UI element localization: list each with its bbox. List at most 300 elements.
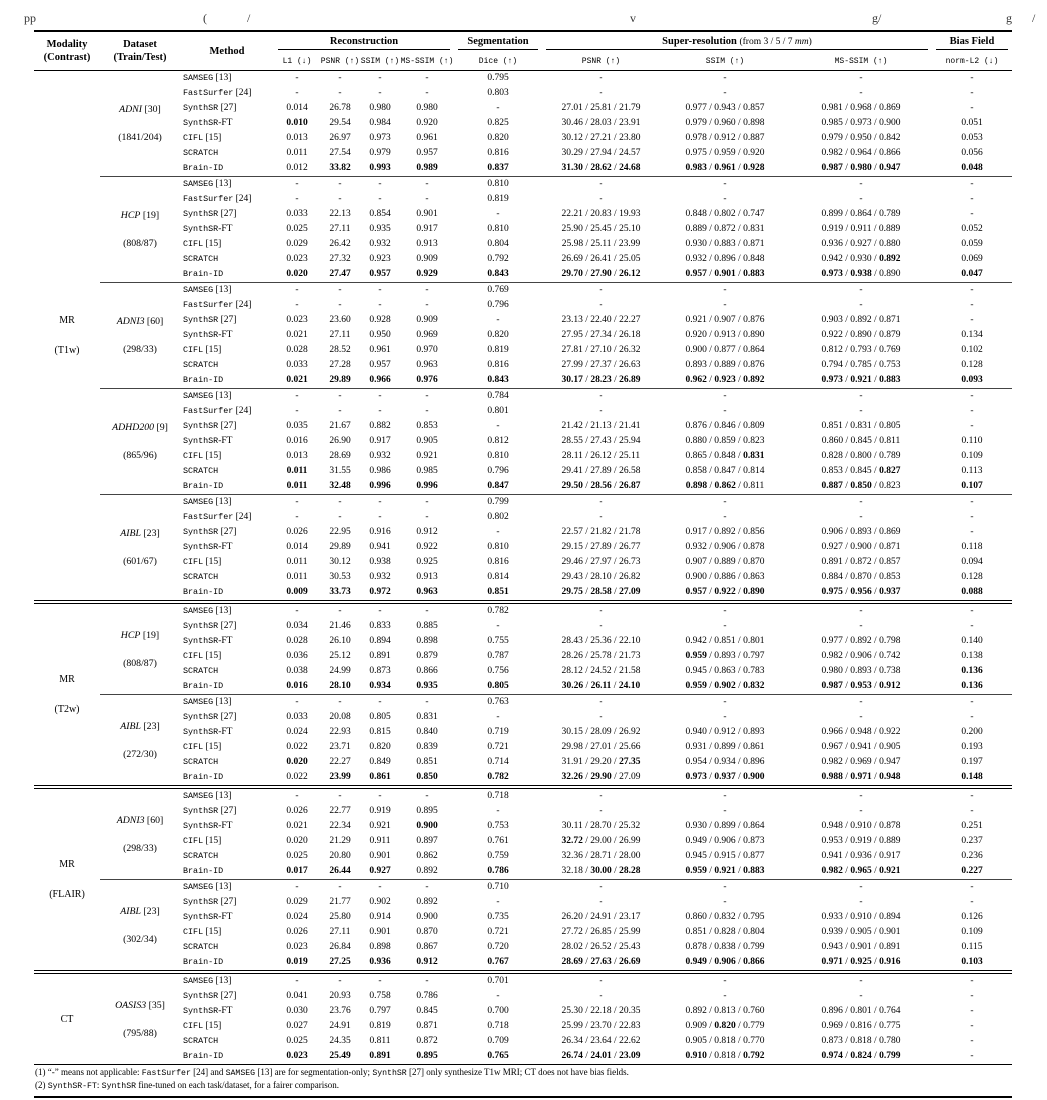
method-cell: SAMSEG [13]	[183, 791, 232, 801]
metric-cell: 0.136	[961, 681, 983, 691]
table-row	[34, 725, 1012, 740]
metric-cell: -	[970, 806, 974, 816]
metric-cell: -	[723, 806, 727, 816]
metric-cell: 0.017	[286, 866, 308, 876]
metric-cell: -	[295, 406, 299, 416]
table-row	[34, 819, 1012, 834]
metric-cell: 0.861	[369, 772, 391, 782]
metric-cell: 0.833	[369, 621, 391, 631]
metric-cell: -	[970, 976, 974, 986]
method-cell: SCRATCH	[183, 851, 219, 861]
metric-cell: -	[320, 71, 360, 87]
metric-cell: 0.854	[369, 209, 391, 219]
metric-cell: 0.710	[454, 880, 542, 896]
table-row	[34, 146, 1012, 161]
metric-cell: 0.949 / 0.906 / 0.866	[685, 957, 765, 967]
method-cell: CIFL [15]	[183, 557, 222, 567]
metric-cell: -	[970, 209, 974, 219]
table-row	[34, 695, 1012, 711]
metric-cell: 25.49	[329, 1051, 351, 1061]
metric-cell: -	[723, 300, 727, 310]
metric-cell: 0.938	[369, 557, 391, 567]
metric-cell: 31.30 / 28.62 / 24.68	[561, 163, 641, 173]
metric-cell: -	[723, 897, 727, 907]
metric-cell: 0.979 / 0.960 / 0.898	[685, 118, 765, 128]
metric-cell: 28.52	[329, 345, 351, 355]
metric-cell: 0.801	[487, 406, 509, 416]
table-row	[34, 222, 1012, 237]
metric-cell: -	[599, 991, 603, 1001]
metric-cell: 0.980	[416, 103, 438, 113]
metric-cell: 0.810	[487, 542, 509, 552]
metric-cell: 0.193	[961, 742, 983, 752]
metric-cell: -	[378, 300, 382, 310]
metric-cell: 0.022	[286, 772, 308, 782]
metric-cell: 0.134	[961, 330, 983, 340]
metric-cell: 0.975 / 0.956 / 0.937	[821, 587, 901, 597]
metric-cell: 0.902	[369, 897, 391, 907]
metric-cell: 29.70 / 27.90 / 26.12	[561, 269, 641, 279]
method-cell: FastSurfer [24]	[183, 512, 252, 522]
metric-cell: 0.898	[369, 942, 391, 952]
metric-cell: 0.982 / 0.969 / 0.947	[821, 757, 901, 767]
metric-cell: 26.10	[329, 636, 351, 646]
method-cell: Brain-ID	[183, 957, 224, 967]
metric-cell: -	[496, 527, 500, 537]
metric-cell: 27.95 / 27.34 / 26.18	[561, 330, 641, 340]
caption-fragment-glyph: g	[1006, 11, 1012, 25]
metric-cell: -	[542, 389, 660, 405]
table-row	[34, 664, 1012, 679]
metric-cell: -	[599, 806, 603, 816]
metric-cell: 0.021	[286, 821, 308, 831]
metric-cell: -	[320, 695, 360, 711]
metric-cell: 0.909	[416, 315, 438, 325]
metric-cell: 0.814	[487, 572, 509, 582]
caption-fragment-glyph: v	[630, 11, 636, 25]
metric-cell: 29.89	[329, 375, 351, 385]
metric-cell: 0.069	[961, 254, 983, 264]
metric-cell: -	[378, 606, 382, 616]
metric-cell: -	[660, 283, 790, 299]
metric-cell: -	[320, 389, 360, 405]
metric-cell: 30.53	[329, 572, 351, 582]
metric-cell: 0.023	[286, 315, 308, 325]
metric-cell: -	[660, 177, 790, 193]
subheader-dice: Dice (↑)	[478, 56, 518, 66]
metric-cell: 0.983 / 0.961 / 0.928	[685, 163, 765, 173]
metric-cell: 0.786	[416, 991, 438, 1001]
metric-cell: 0.913	[416, 239, 438, 249]
metric-cell: 31.91 / 29.20 / 27.35	[561, 757, 641, 767]
metric-cell: 0.094	[961, 557, 983, 567]
metric-cell: 27.01 / 25.81 / 21.79	[561, 103, 641, 113]
table-row	[34, 131, 1012, 146]
metric-cell: 27.32	[329, 254, 351, 264]
metric-cell: 0.943 / 0.901 / 0.891	[821, 942, 901, 952]
method-cell: SAMSEG [13]	[180, 495, 274, 511]
method-cell: SCRATCH	[183, 757, 219, 767]
metric-cell: 0.954 / 0.934 / 0.896	[685, 757, 765, 767]
method-cell: SynthSR [27]	[183, 103, 237, 113]
metric-cell: -	[378, 88, 382, 98]
metric-cell: 27.11	[329, 927, 351, 937]
method-cell: SCRATCH	[183, 466, 219, 476]
metric-cell: 0.022	[286, 742, 308, 752]
metric-cell: -	[425, 791, 429, 801]
metric-cell: -	[859, 621, 863, 631]
table-row	[34, 373, 1012, 389]
metric-cell: -	[660, 695, 790, 711]
metric-cell: -	[970, 194, 974, 204]
metric-cell: -	[599, 791, 603, 801]
metric-cell: 0.024	[286, 727, 308, 737]
metric-cell: 0.909	[416, 254, 438, 264]
table-row	[34, 389, 1012, 405]
metric-cell: 0.023	[286, 254, 308, 264]
metric-cell: 0.700	[487, 1006, 509, 1016]
metric-cell: 32.26 / 29.90 / 27.09	[561, 772, 641, 782]
metric-cell: 0.982 / 0.965 / 0.921	[821, 866, 901, 876]
metric-cell: 33.73	[329, 587, 351, 597]
metric-cell: 0.972	[369, 587, 391, 597]
metric-cell: 0.927	[369, 866, 391, 876]
metric-cell: 0.029	[286, 897, 308, 907]
table-row	[34, 495, 1012, 511]
metric-cell: 22.21 / 20.83 / 19.93	[561, 209, 641, 219]
metric-cell: 0.961	[416, 133, 438, 143]
metric-cell: -	[378, 194, 382, 204]
metric-cell: -	[660, 495, 790, 511]
dataset-cell: OASIS3 [35] (795/88)	[115, 999, 165, 1039]
metric-cell: -	[970, 791, 974, 801]
metric-cell: 0.721	[487, 927, 509, 937]
metric-cell: 0.026	[286, 806, 308, 816]
metric-cell: 0.029	[286, 239, 308, 249]
metric-cell: -	[320, 495, 360, 511]
metric-cell: 0.892	[416, 866, 438, 876]
metric-cell: 24.91	[329, 1021, 351, 1031]
metric-cell: -	[723, 512, 727, 522]
metric-cell: 0.860 / 0.845 / 0.811	[821, 436, 901, 446]
method-cell: SCRATCH	[183, 360, 219, 370]
metric-cell: 0.889 / 0.872 / 0.831	[685, 224, 765, 234]
metric-cell: 29.98 / 27.01 / 25.66	[561, 742, 641, 752]
metric-cell: 0.816	[487, 360, 509, 370]
metric-cell: 0.858 / 0.847 / 0.814	[685, 466, 765, 476]
metric-cell: 0.931 / 0.899 / 0.861	[685, 742, 765, 752]
metric-cell: -	[932, 880, 1012, 896]
metric-cell: 0.059	[961, 239, 983, 249]
method-cell: SAMSEG [13]	[180, 71, 274, 87]
metric-cell: 0.763	[454, 695, 542, 711]
metric-cell: 0.985 / 0.973 / 0.900	[821, 118, 901, 128]
metric-cell: 29.43 / 28.10 / 26.82	[561, 572, 641, 582]
metric-cell: 0.900 / 0.886 / 0.863	[685, 572, 765, 582]
metric-cell: 0.820	[487, 330, 509, 340]
table-row	[34, 864, 1012, 880]
table-row	[34, 880, 1012, 896]
metric-cell: 0.932 / 0.896 / 0.848	[685, 254, 765, 264]
metric-cell: 0.981 / 0.968 / 0.869	[821, 103, 901, 113]
metric-cell: 0.041	[286, 991, 308, 1001]
metric-cell: 0.128	[961, 360, 983, 370]
metric-cell: 0.033	[286, 712, 308, 722]
metric-cell: 0.714	[487, 757, 509, 767]
metric-cell: 0.110	[961, 436, 983, 446]
metric-cell: 0.021	[286, 375, 308, 385]
dataset-cell: ADHD200 [9] (865/96)	[100, 389, 180, 495]
method-cell: SAMSEG [13]	[180, 177, 274, 193]
metric-cell: 0.109	[961, 451, 983, 461]
metric-cell: -	[295, 606, 299, 616]
metric-cell: 0.025	[286, 1036, 308, 1046]
table-row	[34, 449, 1012, 464]
caption-fragment-glyph: /	[247, 11, 251, 25]
metric-cell: -	[859, 806, 863, 816]
method-cell: Brain-ID	[183, 866, 224, 876]
metric-cell: 0.796	[487, 300, 509, 310]
header-group-super-resolution: Super-resolution (from 3 / 5 / 7 mm)	[542, 31, 932, 52]
table-row	[34, 419, 1012, 434]
method-cell: SynthSR-FT	[183, 436, 233, 446]
metric-cell: 23.71	[329, 742, 351, 752]
metric-cell: 0.126	[961, 912, 983, 922]
metric-cell: -	[496, 991, 500, 1001]
metric-cell: 0.867	[416, 942, 438, 952]
metric-cell: 0.979 / 0.950 / 0.842	[821, 133, 901, 143]
metric-cell: 0.872	[416, 1036, 438, 1046]
metric-cell: 0.940 / 0.912 / 0.893	[685, 727, 765, 737]
subheader-sr-psnr: PSNR (↑)	[581, 56, 621, 66]
method-cell: SynthSR [27]	[183, 806, 237, 816]
metric-cell: -	[295, 512, 299, 522]
metric-cell: 25.30 / 22.18 / 20.35	[561, 1006, 641, 1016]
table-row	[34, 955, 1012, 971]
metric-cell: 24.35	[329, 1036, 351, 1046]
metric-cell: 0.035	[286, 421, 308, 431]
metric-cell: 25.80	[329, 912, 351, 922]
metric-cell: 20.08	[329, 712, 351, 722]
metric-cell: 0.910 / 0.818 / 0.792	[685, 1051, 765, 1061]
table-row	[34, 755, 1012, 770]
method-cell: SynthSR-FT	[183, 542, 233, 552]
metric-cell: 0.977 / 0.943 / 0.857	[685, 103, 765, 113]
metric-cell: -	[338, 406, 342, 416]
metric-cell: 0.923	[369, 254, 391, 264]
metric-cell: 28.12 / 24.52 / 21.58	[561, 666, 641, 676]
metric-cell: 26.74 / 24.01 / 23.09	[561, 1051, 641, 1061]
metric-cell: -	[274, 389, 320, 405]
metric-cell: 0.936	[369, 957, 391, 967]
metric-cell: 21.29	[329, 836, 351, 846]
metric-cell: -	[859, 712, 863, 722]
metric-cell: -	[970, 527, 974, 537]
table-row	[34, 804, 1012, 819]
metric-cell: 27.25	[329, 957, 351, 967]
metric-cell: -	[599, 621, 603, 631]
modality-cell: MR (FLAIR)	[49, 859, 85, 900]
metric-cell: 22.93	[329, 727, 351, 737]
metric-cell: 0.848 / 0.802 / 0.747	[685, 209, 765, 219]
method-cell: SCRATCH	[183, 148, 219, 158]
table-row	[34, 634, 1012, 649]
header-modality	[34, 31, 100, 71]
metric-cell: 30.12	[329, 557, 351, 567]
table-row	[34, 177, 1012, 193]
table-row	[34, 71, 1012, 87]
metric-cell: 27.47	[329, 269, 351, 279]
metric-cell: 0.023	[286, 1051, 308, 1061]
metric-cell: 0.851 / 0.831 / 0.805	[821, 421, 901, 431]
table-row	[34, 585, 1012, 601]
table-row	[34, 464, 1012, 479]
metric-cell: 0.805	[487, 681, 509, 691]
metric-cell: 0.900 / 0.877 / 0.864	[685, 345, 765, 355]
metric-cell: 0.941 / 0.936 / 0.917	[821, 851, 901, 861]
metric-cell: 27.72 / 26.85 / 25.99	[561, 927, 641, 937]
metric-cell: 0.905	[416, 436, 438, 446]
metric-cell: -	[378, 512, 382, 522]
metric-cell: 0.799	[454, 495, 542, 511]
metric-cell: 0.917	[416, 224, 438, 234]
metric-cell: 0.767	[487, 957, 509, 967]
metric-cell: 32.36 / 28.71 / 28.00	[561, 851, 641, 861]
metric-cell: 0.812 / 0.793 / 0.769	[821, 345, 901, 355]
metric-cell: 0.860 / 0.832 / 0.795	[685, 912, 765, 922]
method-cell: CIFL [15]	[183, 133, 222, 143]
metric-cell: 24.99	[329, 666, 351, 676]
metric-cell: 0.802	[487, 512, 509, 522]
table-row	[34, 283, 1012, 299]
metric-cell: 0.988 / 0.971 / 0.948	[821, 772, 901, 782]
metric-cell: -	[859, 991, 863, 1001]
table-row	[34, 434, 1012, 449]
metric-cell: 0.011	[286, 466, 308, 476]
metric-cell: 0.023	[286, 942, 308, 952]
metric-cell: 0.047	[961, 269, 983, 279]
dataset-cell: HCP [19] (808/87)	[120, 629, 160, 669]
metric-cell: 0.941	[369, 542, 391, 552]
metric-cell: 29.89	[329, 542, 351, 552]
metric-cell: 0.033	[286, 360, 308, 370]
metric-cell: 0.866	[416, 666, 438, 676]
metric-cell: -	[859, 88, 863, 98]
metric-cell: 0.010	[286, 118, 308, 128]
metric-cell: 0.993	[369, 163, 391, 173]
table-row	[34, 895, 1012, 910]
metric-cell: 0.011	[286, 557, 308, 567]
metric-cell: 0.919	[369, 806, 391, 816]
metric-cell: 0.957	[369, 269, 391, 279]
metric-cell: 0.980	[369, 103, 391, 113]
metric-cell: 0.865 / 0.848 / 0.831	[685, 451, 765, 461]
metric-cell: -	[295, 976, 299, 986]
metric-cell: 0.812	[487, 436, 509, 446]
metric-cell: 0.945 / 0.863 / 0.783	[685, 666, 765, 676]
metric-cell: -	[599, 512, 603, 522]
metric-cell: 27.99 / 27.37 / 26.63	[561, 360, 641, 370]
metric-cell: 0.038	[286, 666, 308, 676]
table-row	[34, 86, 1012, 101]
metric-cell: -	[274, 880, 320, 896]
metric-cell: -	[295, 791, 299, 801]
metric-cell: 0.052	[961, 224, 983, 234]
table-row	[34, 404, 1012, 419]
method-cell: SCRATCH	[183, 254, 219, 264]
metric-cell: 22.95	[329, 527, 351, 537]
metric-cell: 0.765	[487, 1051, 509, 1061]
metric-cell: -	[599, 406, 603, 416]
metric-cell: 27.81 / 27.10 / 26.32	[561, 345, 641, 355]
method-cell: CIFL [15]	[183, 451, 222, 461]
metric-cell: 0.009	[286, 587, 308, 597]
metric-cell: -	[378, 406, 382, 416]
metric-cell: -	[496, 315, 500, 325]
metric-cell: 0.870	[416, 927, 438, 937]
table-row	[34, 710, 1012, 725]
metric-cell: 0.982 / 0.906 / 0.742	[821, 651, 901, 661]
metric-cell: 0.019	[286, 957, 308, 967]
table-row	[34, 770, 1012, 786]
metric-cell: 0.933 / 0.910 / 0.894	[821, 912, 901, 922]
metric-cell: -	[400, 283, 454, 299]
metric-cell: -	[274, 495, 320, 511]
metric-cell: 0.028	[286, 636, 308, 646]
table-row	[34, 570, 1012, 585]
metric-cell: 0.051	[961, 118, 983, 128]
method-cell: SynthSR-FT	[183, 912, 233, 922]
metric-cell: 0.962 / 0.923 / 0.892	[685, 375, 765, 385]
metric-cell: 27.11	[329, 224, 351, 234]
metric-cell: 0.974 / 0.824 / 0.799	[821, 1051, 901, 1061]
metric-cell: 0.897	[416, 836, 438, 846]
metric-cell: 0.851 / 0.828 / 0.804	[685, 927, 765, 937]
metric-cell: 22.27	[329, 757, 351, 767]
metric-cell: 0.935	[369, 224, 391, 234]
method-cell: SAMSEG [13]	[183, 606, 232, 616]
metric-cell: -	[496, 897, 500, 907]
metric-cell: 0.892 / 0.813 / 0.760	[685, 1006, 765, 1016]
metric-cell: 0.200	[961, 727, 983, 737]
metric-cell: 0.721	[487, 742, 509, 752]
metric-cell: 0.113	[961, 466, 983, 476]
metric-cell: 0.906 / 0.893 / 0.869	[821, 527, 901, 537]
metric-cell: 0.936 / 0.927 / 0.880	[821, 239, 901, 249]
metric-cell: 0.873 / 0.818 / 0.780	[821, 1036, 901, 1046]
metric-cell: -	[425, 512, 429, 522]
method-cell: SCRATCH	[183, 666, 219, 676]
metric-cell: 0.891	[369, 1051, 391, 1061]
metric-cell: 0.769	[454, 283, 542, 299]
metric-cell: 0.138	[961, 651, 983, 661]
metric-cell: 0.786	[487, 866, 509, 876]
metric-cell: 0.237	[961, 836, 983, 846]
metric-cell: 0.900	[416, 912, 438, 922]
metric-cell: -	[660, 880, 790, 896]
method-cell: CIFL [15]	[183, 836, 222, 846]
metric-cell: 0.016	[286, 436, 308, 446]
metric-cell: 0.985	[416, 466, 438, 476]
metric-cell: -	[790, 283, 932, 299]
metric-cell: 0.011	[286, 148, 308, 158]
metric-cell: 0.851	[487, 587, 509, 597]
metric-cell: 0.197	[961, 757, 983, 767]
metric-cell: -	[970, 621, 974, 631]
metric-cell: 0.945 / 0.915 / 0.877	[685, 851, 765, 861]
metric-cell: -	[790, 389, 932, 405]
method-cell: CIFL [15]	[183, 345, 222, 355]
